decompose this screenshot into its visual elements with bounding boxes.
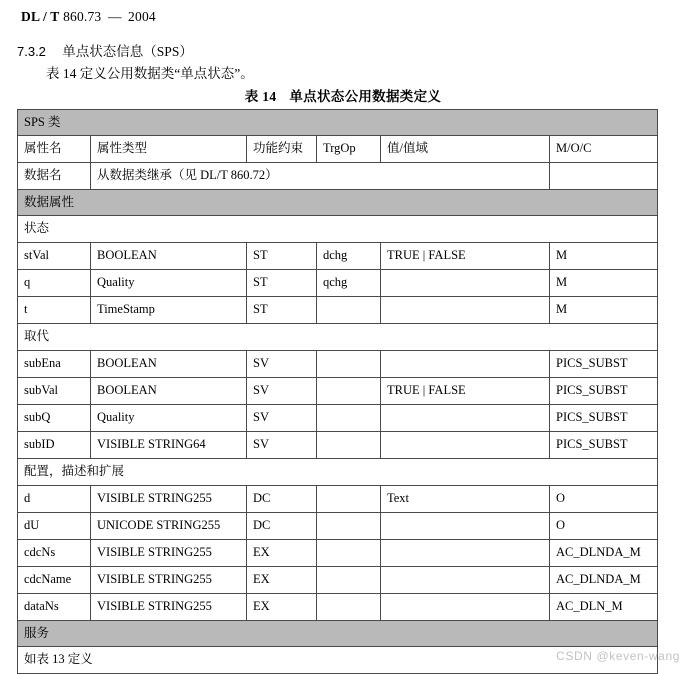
table-class-header-row bbox=[18, 110, 658, 136]
column-header-trgop: TrgOp bbox=[317, 136, 381, 163]
cell-value-range bbox=[381, 297, 550, 324]
cdc-table-wrapper bbox=[17, 109, 657, 674]
cell-moc: PICS_SUBST bbox=[550, 378, 658, 405]
table-section-header-row bbox=[18, 190, 658, 216]
table-row bbox=[18, 540, 658, 567]
cell-trgop bbox=[317, 351, 381, 378]
cell-trgop bbox=[317, 567, 381, 594]
cell-trgop bbox=[317, 405, 381, 432]
cell-functional-constraint: EX bbox=[247, 594, 317, 621]
cell-value-range bbox=[381, 432, 550, 459]
cell-trgop bbox=[317, 540, 381, 567]
cell-attribute-type: BOOLEAN bbox=[91, 378, 247, 405]
cell-inherit-note: 从数据类继承（见 DL/T 860.72） bbox=[91, 163, 550, 190]
cell-value-range bbox=[381, 567, 550, 594]
cdc-definition-table bbox=[17, 109, 658, 674]
group-label-cell: 状态 bbox=[18, 216, 658, 243]
table-row bbox=[18, 432, 658, 459]
cell-attribute-name: stVal bbox=[18, 243, 91, 270]
cell-moc: M bbox=[550, 297, 658, 324]
cell-attribute-type: TimeStamp bbox=[91, 297, 247, 324]
table-row bbox=[18, 567, 658, 594]
table-row bbox=[18, 513, 658, 540]
cell-moc: M bbox=[550, 270, 658, 297]
cell-value-range bbox=[381, 594, 550, 621]
clause-title: 单点状态信息（SPS） bbox=[62, 44, 193, 59]
column-header-moc: M/O/C bbox=[550, 136, 658, 163]
cdc-table-body bbox=[18, 110, 658, 674]
cell-attribute-name: subVal bbox=[18, 378, 91, 405]
cell-moc: AC_DLN_M bbox=[550, 594, 658, 621]
cell-moc: O bbox=[550, 486, 658, 513]
cell-attribute-name: dataNs bbox=[18, 594, 91, 621]
cell-attribute-type: BOOLEAN bbox=[91, 243, 247, 270]
cell-functional-constraint: ST bbox=[247, 243, 317, 270]
table-row bbox=[18, 243, 658, 270]
cell-value-range bbox=[381, 405, 550, 432]
cell-trgop: dchg bbox=[317, 243, 381, 270]
cell-functional-constraint: ST bbox=[247, 270, 317, 297]
table-caption-label: 表 14 bbox=[244, 89, 277, 104]
cell-moc bbox=[550, 163, 658, 190]
cell-value-range bbox=[381, 270, 550, 297]
cell-attribute-name: cdcNs bbox=[18, 540, 91, 567]
clause-number: 7.3.2 bbox=[17, 44, 46, 59]
cell-trgop bbox=[317, 378, 381, 405]
table-row bbox=[18, 270, 658, 297]
cell-attribute-name: subQ bbox=[18, 405, 91, 432]
cell-value-range: Text bbox=[381, 486, 550, 513]
cell-functional-constraint: SV bbox=[247, 432, 317, 459]
cell-attribute-name: 数据名 bbox=[18, 163, 91, 190]
cell-functional-constraint: EX bbox=[247, 540, 317, 567]
standard-number: 860.73 bbox=[63, 9, 102, 24]
note-cell: 如表 13 定义 bbox=[18, 647, 658, 674]
cell-value-range: TRUE | FALSE bbox=[381, 378, 550, 405]
cell-attribute-type: VISIBLE STRING255 bbox=[91, 540, 247, 567]
cell-moc: PICS_SUBST bbox=[550, 405, 658, 432]
cell-attribute-name: d bbox=[18, 486, 91, 513]
table-row-data-name bbox=[18, 163, 658, 190]
table-caption-title: 单点状态公用数据类定义 bbox=[289, 89, 442, 104]
cell-attribute-type: Quality bbox=[91, 270, 247, 297]
cell-functional-constraint: SV bbox=[247, 378, 317, 405]
cell-trgop bbox=[317, 432, 381, 459]
cell-moc: PICS_SUBST bbox=[550, 351, 658, 378]
cell-attribute-name: subID bbox=[18, 432, 91, 459]
clause-heading bbox=[17, 40, 193, 60]
header-dash: — bbox=[107, 9, 122, 24]
table-row bbox=[18, 594, 658, 621]
column-header-fc: 功能约束 bbox=[247, 136, 317, 163]
cell-moc: O bbox=[550, 513, 658, 540]
cell-functional-constraint: SV bbox=[247, 405, 317, 432]
cell-value-range bbox=[381, 540, 550, 567]
table-column-header-row bbox=[18, 136, 658, 163]
cell-functional-constraint: EX bbox=[247, 567, 317, 594]
cell-functional-constraint: ST bbox=[247, 297, 317, 324]
cell-attribute-type: VISIBLE STRING255 bbox=[91, 486, 247, 513]
cell-attribute-name: q bbox=[18, 270, 91, 297]
cell-functional-constraint: DC bbox=[247, 486, 317, 513]
table-row bbox=[18, 351, 658, 378]
table-group-label-row bbox=[18, 216, 658, 243]
running-header bbox=[21, 9, 156, 25]
cell-attribute-type: VISIBLE STRING255 bbox=[91, 567, 247, 594]
cell-moc: PICS_SUBST bbox=[550, 432, 658, 459]
section-header-cell: 数据属性 bbox=[18, 190, 658, 216]
cell-value-range bbox=[381, 513, 550, 540]
cell-moc: AC_DLNDA_M bbox=[550, 540, 658, 567]
table-class-header-cell: SPS 类 bbox=[18, 110, 658, 136]
column-header-value: 值/值域 bbox=[381, 136, 550, 163]
watermark: CSDN @keven-wang bbox=[556, 649, 680, 663]
cell-attribute-type: VISIBLE STRING255 bbox=[91, 594, 247, 621]
clause-body-text: 表 14 定义公用数据类“单点状态”。 bbox=[46, 66, 254, 81]
cell-attribute-type: BOOLEAN bbox=[91, 351, 247, 378]
cell-attribute-name: dU bbox=[18, 513, 91, 540]
group-label-cell: 取代 bbox=[18, 324, 658, 351]
cell-attribute-type: UNICODE STRING255 bbox=[91, 513, 247, 540]
standard-year: 2004 bbox=[128, 9, 156, 24]
cell-attribute-type: VISIBLE STRING64 bbox=[91, 432, 247, 459]
cell-trgop bbox=[317, 513, 381, 540]
cell-trgop bbox=[317, 486, 381, 513]
cell-value-range bbox=[381, 351, 550, 378]
standard-prefix: DL / T bbox=[21, 9, 60, 24]
group-label-cell: 配置，描述和扩展 bbox=[18, 459, 658, 486]
table-group-label-row bbox=[18, 459, 658, 486]
cell-attribute-name: subEna bbox=[18, 351, 91, 378]
cell-trgop: qchg bbox=[317, 270, 381, 297]
cell-functional-constraint: DC bbox=[247, 513, 317, 540]
column-header-name: 属性名 bbox=[18, 136, 91, 163]
table-caption bbox=[0, 85, 686, 105]
cell-moc: M bbox=[550, 243, 658, 270]
table-row bbox=[18, 297, 658, 324]
cell-value-range: TRUE | FALSE bbox=[381, 243, 550, 270]
column-header-type: 属性类型 bbox=[91, 136, 247, 163]
cell-attribute-type: Quality bbox=[91, 405, 247, 432]
cell-attribute-name: cdcName bbox=[18, 567, 91, 594]
table-group-label-row bbox=[18, 324, 658, 351]
section-header-cell: 服务 bbox=[18, 621, 658, 647]
cell-functional-constraint: SV bbox=[247, 351, 317, 378]
table-row bbox=[18, 405, 658, 432]
cell-trgop bbox=[317, 297, 381, 324]
cell-attribute-name: t bbox=[18, 297, 91, 324]
table-section-header-row bbox=[18, 621, 658, 647]
cell-trgop bbox=[317, 594, 381, 621]
cell-moc: AC_DLNDA_M bbox=[550, 567, 658, 594]
table-row bbox=[18, 378, 658, 405]
table-row bbox=[18, 486, 658, 513]
